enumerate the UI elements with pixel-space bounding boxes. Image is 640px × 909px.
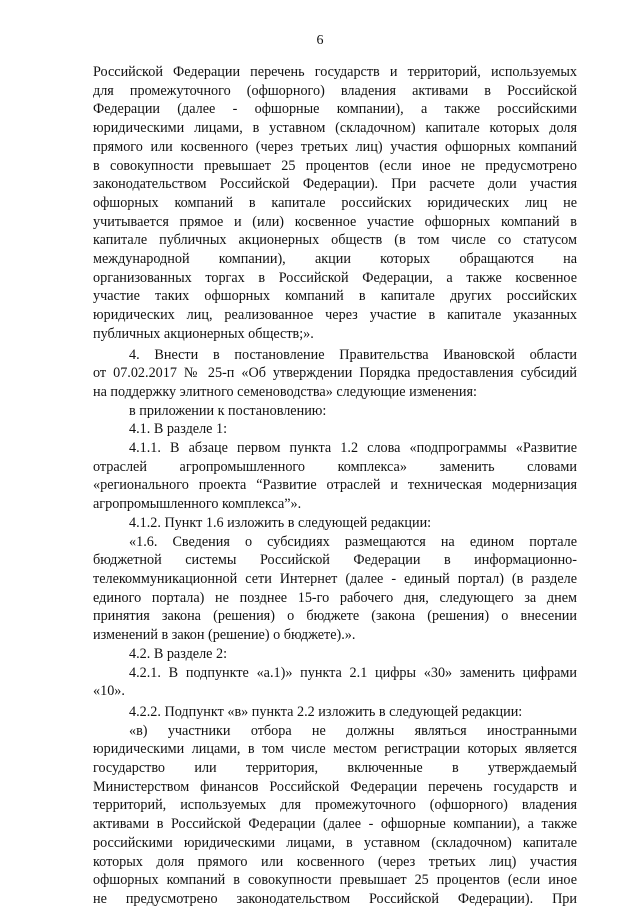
- text-line: юридическими лицами, в том числе местом регистрации которых является: [93, 741, 577, 758]
- text-line: публичных акционерных обществ;».: [93, 325, 314, 342]
- text-line: организованных торгах в Российской Федерации, а также косвенное: [93, 269, 577, 286]
- section-heading: 4.1. В разделе 1:: [129, 421, 228, 438]
- paragraph-first-line: 4.2.2. Подпункт «в» пункта 2.2 изложить в следующей редакции:: [129, 703, 523, 720]
- document-body: [93, 63, 577, 909]
- text-line: не предусмотрено законодательством Российской Федерации). При: [93, 890, 577, 907]
- text-line: законодательством Российской Федерации). При расчете доли участия: [93, 176, 577, 193]
- section-heading: 4.2. В разделе 2:: [129, 645, 228, 662]
- text-line: Российской Федерации перечень государств и территорий, используемых: [93, 64, 577, 80]
- paragraph-first-line: «в) участники отбора не должны являться иностранными: [129, 722, 577, 739]
- text-line: прямого или косвенного (через третьих лиц) участия офшорных компаний: [93, 138, 577, 155]
- text-line: государство или территория, включенные в утверждаемый: [93, 760, 577, 777]
- text-line: которых доля прямого или косвенного (через третьих лиц) участия: [93, 853, 577, 870]
- text-line: участие таких офшорных компаний в капитале других российских: [93, 288, 577, 305]
- text-line: принятия закона (решения) о бюджете (закона (решения) о внесении: [93, 608, 577, 625]
- text-line: «10».: [93, 683, 125, 700]
- text-line: телекоммуникационной сети Интернет (далее - единый портал) (в разделе: [93, 570, 577, 587]
- text-line: Министерством финансов Российской Федерации перечень государств и: [93, 778, 577, 795]
- text-line: изменений в закон (решение) о бюджете).».: [93, 627, 356, 644]
- text-line: международной компании), акции которых обращаются на: [93, 251, 577, 268]
- text-line: офшорных компаний в совокупности превышает 25 процентов (если иное: [93, 872, 577, 889]
- text-line: бюджетной системы Российской Федерации в информационно-: [93, 552, 577, 569]
- paragraph-first-line: «1.6. Сведения о субсидиях размещаются на едином портале: [129, 533, 577, 550]
- text-line: на поддержку элитного семеноводства» следующие изменения:: [93, 383, 477, 400]
- text-line: юридическими лицами, в уставном (складочном) капитале которых доля: [93, 120, 577, 137]
- text-line: капитале публичных акционерных обществ (в том числе со статусом: [93, 232, 577, 249]
- text-line: территорий, используемых для промежуточного (офшорного) владения: [93, 797, 577, 814]
- paragraph-first-line: 4.1.2. Пункт 1.6 изложить в следующей редакции:: [129, 514, 432, 531]
- text-line: учитывается прямое и (или) косвенное участие офшорных компаний в: [93, 213, 577, 230]
- text-line: агропромышленного комплекса”».: [93, 496, 302, 513]
- text-line: единого портала) не позднее 15-го рабочего дня, следующего за днем: [93, 589, 577, 606]
- text-line: российскими юридическими лицами, в уставном (складочном) капитале: [93, 834, 577, 851]
- text-line: «регионального проекта “Развитие отраслей и техническая модернизация: [93, 477, 577, 494]
- text-line: отраслей агропромышленного комплекса» заменить словами: [93, 458, 577, 475]
- text-line: активами в Российской Федерации (далее - офшорные компании), а также: [93, 816, 577, 833]
- text-line: от 07.02.2017 № 25-п «Об утверждении Порядка предоставления субсидий: [93, 365, 577, 382]
- paragraph-first-line: 4. Внести в постановление Правительства Ивановской области: [129, 346, 577, 363]
- text-line: Федерации (далее - офшорные компании), а также российскими: [93, 101, 577, 118]
- text-line: офшорных компаний в капитале российских юридических лиц не: [93, 194, 577, 211]
- paragraph-first-line: 4.2.1. В подпункте «а.1)» пункта 2.1 цифры «30» заменить цифрами: [129, 664, 577, 681]
- paragraph-first-line: в приложении к постановлению:: [129, 402, 327, 419]
- text-line: юридических лиц, реализованное через участие в капитале указанных: [93, 307, 577, 324]
- text-line: в совокупности превышает 25 процентов (если иное не предусмотрено: [93, 157, 577, 174]
- page-number: 6: [316, 33, 324, 48]
- text-line: для промежуточного (офшорного) владения активами в Российской: [93, 82, 577, 99]
- paragraph-first-line: 4.1.1. В абзаце первом пункта 1.2 слова «подпрограммы «Развитие: [129, 440, 577, 457]
